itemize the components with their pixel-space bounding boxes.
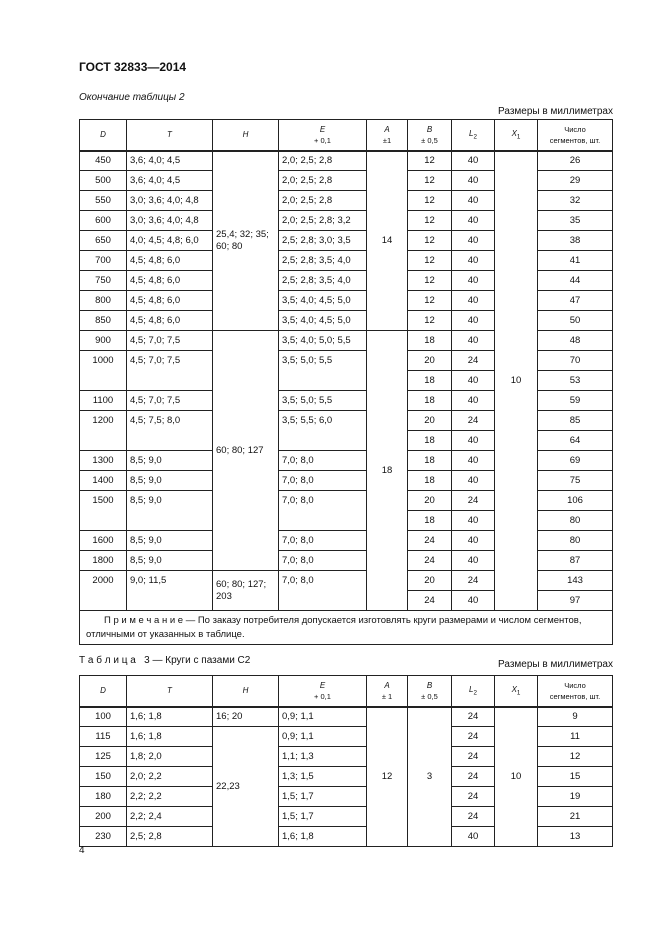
col-header-e: E + 0,1: [279, 676, 367, 707]
cell-l2: 40: [452, 291, 495, 311]
cell-e: 7,0; 8,0: [279, 471, 367, 491]
cell-h-group: 60; 80; 127: [213, 331, 279, 571]
col-header-h: H: [213, 120, 279, 151]
cell-d: 900: [80, 331, 127, 351]
cell-a-group: 18: [367, 331, 408, 611]
cell-l2: 40: [452, 151, 495, 171]
col-header-x1: $X_1$: [495, 120, 538, 151]
cell-count: 11: [538, 727, 613, 747]
col-header-a: A ± 1: [367, 676, 408, 707]
cell-count: 80: [538, 511, 613, 531]
note-label: П р и м е ч а н и е: [104, 614, 184, 626]
cell-b: 18: [408, 431, 452, 451]
cell-d: 850: [80, 311, 127, 331]
cell-count: 41: [538, 251, 613, 271]
cell-t: 4,5; 4,8; 6,0: [127, 291, 213, 311]
cell-d: 650: [80, 231, 127, 251]
table-2: [79, 119, 613, 645]
cell-count: 143: [538, 571, 613, 591]
cell-b: 12: [408, 231, 452, 251]
cell-e: 0,9; 1,1: [279, 727, 367, 747]
cell-l2: 24: [452, 491, 495, 511]
cell-l2: 40: [452, 171, 495, 191]
cell-l2: 40: [452, 451, 495, 471]
cell-e: 1,5; 1,7: [279, 807, 367, 827]
col-header-t: T: [127, 676, 213, 707]
cell-count: 29: [538, 171, 613, 191]
cell-d: 200: [80, 807, 127, 827]
cell-t: 3,6; 4,0; 4,5: [127, 171, 213, 191]
cell-l2: 40: [452, 231, 495, 251]
cell-l2: 24: [452, 767, 495, 787]
cell-d: 230: [80, 827, 127, 847]
cell-e: 2,5; 2,8; 3,5; 4,0: [279, 251, 367, 271]
cell-count: 35: [538, 211, 613, 231]
cell-l2: 40: [452, 371, 495, 391]
cell-t: 2,0; 2,2: [127, 767, 213, 787]
cell-d: 2000: [80, 571, 127, 611]
cell-b: 18: [408, 471, 452, 491]
cell-count: 38: [538, 231, 613, 251]
cell-e: 2,5; 2,8; 3,0; 3,5: [279, 231, 367, 251]
col-header-e: E + 0,1: [279, 120, 367, 151]
cell-b-group: 3: [408, 707, 452, 847]
cell-l2: 24: [452, 807, 495, 827]
cell-l2: 40: [452, 211, 495, 231]
cell-l2: 24: [452, 351, 495, 371]
col-header-l2: $L_2$: [452, 120, 495, 151]
cell-d: 1500: [80, 491, 127, 531]
cell-h-group: 22,23: [213, 727, 279, 847]
cell-d: 115: [80, 727, 127, 747]
cell-b: 24: [408, 591, 452, 611]
cell-count: 44: [538, 271, 613, 291]
cell-d: 1100: [80, 391, 127, 411]
cell-t: 3,0; 3,6; 4,0; 4,8: [127, 211, 213, 231]
table-3-title: Т а б л и ц а 3 — Круги с пазами С2: [79, 655, 251, 666]
cell-e: 1,5; 1,7: [279, 787, 367, 807]
cell-e: 3,5; 4,0; 4,5; 5,0: [279, 311, 367, 331]
col-header-b: B ± 0,5: [408, 676, 452, 707]
cell-count: 70: [538, 351, 613, 371]
cell-count: 80: [538, 531, 613, 551]
cell-b: 18: [408, 451, 452, 471]
cell-e: 2,0; 2,5; 2,8: [279, 151, 367, 171]
col-header-count: Число сегментов, шт.: [538, 120, 613, 151]
cell-l2: 40: [452, 471, 495, 491]
cell-d: 800: [80, 291, 127, 311]
table-2-note: [80, 611, 613, 645]
cell-l2: 40: [452, 531, 495, 551]
cell-d: 100: [80, 707, 127, 727]
cell-x1-group: 10: [495, 151, 538, 611]
cell-b: 18: [408, 371, 452, 391]
cell-e: 2,0; 2,5; 2,8: [279, 191, 367, 211]
cell-d: 1200: [80, 411, 127, 451]
cell-count: 19: [538, 787, 613, 807]
note-text: — По заказу потребителя допускается изготовлять круги размерами и числом сегментов, отличными от указанных в таблице.: [86, 614, 582, 640]
cell-t: 1,8; 2,0: [127, 747, 213, 767]
cell-l2: 40: [452, 311, 495, 331]
cell-l2: 24: [452, 571, 495, 591]
cell-count: 13: [538, 827, 613, 847]
cell-count: 26: [538, 151, 613, 171]
col-header-t: T: [127, 120, 213, 151]
cell-d: 450: [80, 151, 127, 171]
document-standard-number: ГОСТ 32833—2014: [79, 60, 187, 74]
cell-h-group: 25,4; 32; 35; 60; 80: [213, 151, 279, 331]
cell-a-group: 14: [367, 151, 408, 331]
col-header-l2: $L_2$: [452, 676, 495, 707]
cell-e: 2,5; 2,8; 3,5; 4,0: [279, 271, 367, 291]
col-header-d: D: [80, 676, 127, 707]
cell-count: 12: [538, 747, 613, 767]
cell-count: 97: [538, 591, 613, 611]
cell-b: 12: [408, 251, 452, 271]
cell-x1-group: 10: [495, 707, 538, 847]
cell-l2: 24: [452, 747, 495, 767]
cell-l2: 40: [452, 511, 495, 531]
cell-e: 2,0; 2,5; 2,8: [279, 171, 367, 191]
cell-t: 2,2; 2,2: [127, 787, 213, 807]
cell-t: 4,5; 4,8; 6,0: [127, 251, 213, 271]
cell-count: 75: [538, 471, 613, 491]
cell-b: 18: [408, 391, 452, 411]
cell-e: 1,3; 1,5: [279, 767, 367, 787]
table-row: [80, 707, 613, 727]
cell-t: 4,5; 4,8; 6,0: [127, 271, 213, 291]
cell-d: 550: [80, 191, 127, 211]
cell-h-group: 60; 80; 127; 203: [213, 571, 279, 611]
cell-l2: 40: [452, 591, 495, 611]
cell-count: 9: [538, 707, 613, 727]
cell-l2: 40: [452, 331, 495, 351]
col-header-x1: $X_1$: [495, 676, 538, 707]
cell-e: 3,5; 4,0; 5,0; 5,5: [279, 331, 367, 351]
cell-b: 24: [408, 551, 452, 571]
table-row: [80, 151, 613, 171]
cell-h: 16; 20: [213, 707, 279, 727]
cell-e: 3,5; 5,0; 5,5: [279, 391, 367, 411]
cell-e: 3,5; 4,0; 4,5; 5,0: [279, 291, 367, 311]
table-3: [79, 675, 613, 847]
cell-d: 700: [80, 251, 127, 271]
cell-count: 106: [538, 491, 613, 511]
cell-count: 64: [538, 431, 613, 451]
cell-d: 600: [80, 211, 127, 231]
cell-count: 87: [538, 551, 613, 571]
cell-e: 7,0; 8,0: [279, 531, 367, 551]
cell-l2: 40: [452, 431, 495, 451]
cell-d: 1300: [80, 451, 127, 471]
cell-e: 7,0; 8,0: [279, 491, 367, 531]
cell-l2: 40: [452, 391, 495, 411]
units-note: Размеры в миллиметрах: [498, 106, 613, 117]
cell-b: 12: [408, 271, 452, 291]
cell-count: 21: [538, 807, 613, 827]
cell-b: 20: [408, 411, 452, 431]
cell-t: 4,5; 7,0; 7,5: [127, 391, 213, 411]
cell-t: 9,0; 11,5: [127, 571, 213, 611]
cell-t: 2,2; 2,4: [127, 807, 213, 827]
cell-e: 3,5; 5,5; 6,0: [279, 411, 367, 451]
cell-l2: 24: [452, 411, 495, 431]
cell-e: 3,5; 5,0; 5,5: [279, 351, 367, 391]
cell-d: 150: [80, 767, 127, 787]
cell-b: 18: [408, 331, 452, 351]
cell-d: 1800: [80, 551, 127, 571]
cell-t: 8,5; 9,0: [127, 531, 213, 551]
cell-l2: 24: [452, 727, 495, 747]
cell-e: 1,1; 1,3: [279, 747, 367, 767]
cell-count: 48: [538, 331, 613, 351]
cell-d: 125: [80, 747, 127, 767]
page-number: 4: [79, 845, 85, 856]
cell-l2: 40: [452, 251, 495, 271]
cell-t: 8,5; 9,0: [127, 491, 213, 531]
cell-b: 12: [408, 311, 452, 331]
cell-l2: 40: [452, 827, 495, 847]
cell-e: 0,9; 1,1: [279, 707, 367, 727]
cell-d: 500: [80, 171, 127, 191]
cell-t: 1,6; 1,8: [127, 707, 213, 727]
cell-l2: 40: [452, 551, 495, 571]
col-header-count: Число сегментов, шт.: [538, 676, 613, 707]
cell-d: 750: [80, 271, 127, 291]
cell-t: 8,5; 9,0: [127, 551, 213, 571]
cell-t: 3,0; 3,6; 4,0; 4,8: [127, 191, 213, 211]
cell-l2: 40: [452, 271, 495, 291]
cell-b: 18: [408, 511, 452, 531]
cell-t: 4,5; 7,0; 7,5: [127, 331, 213, 351]
cell-count: 15: [538, 767, 613, 787]
col-header-d: D: [80, 120, 127, 151]
cell-b: 24: [408, 531, 452, 551]
col-header-a: A ±1: [367, 120, 408, 151]
cell-b: 20: [408, 491, 452, 511]
cell-l2: 40: [452, 191, 495, 211]
cell-l2: 24: [452, 787, 495, 807]
cell-b: 20: [408, 351, 452, 371]
cell-b: 12: [408, 191, 452, 211]
cell-t: 4,5; 7,5; 8,0: [127, 411, 213, 451]
cell-e: 1,6; 1,8: [279, 827, 367, 847]
cell-count: 53: [538, 371, 613, 391]
cell-t: 1,6; 1,8: [127, 727, 213, 747]
cell-t: 8,5; 9,0: [127, 471, 213, 491]
cell-count: 32: [538, 191, 613, 211]
cell-b: 12: [408, 151, 452, 171]
col-header-h: H: [213, 676, 279, 707]
cell-b: 12: [408, 291, 452, 311]
cell-count: 85: [538, 411, 613, 431]
cell-t: 4,5; 7,0; 7,5: [127, 351, 213, 391]
cell-e: 7,0; 8,0: [279, 451, 367, 471]
col-header-b: B ± 0,5: [408, 120, 452, 151]
cell-d: 1400: [80, 471, 127, 491]
cell-t: 2,5; 2,8: [127, 827, 213, 847]
cell-count: 59: [538, 391, 613, 411]
cell-t: 8,5; 9,0: [127, 451, 213, 471]
cell-b: 12: [408, 211, 452, 231]
cell-d: 180: [80, 787, 127, 807]
cell-t: 3,6; 4,0; 4,5: [127, 151, 213, 171]
cell-t: 4,0; 4,5; 4,8; 6,0: [127, 231, 213, 251]
cell-e: 7,0; 8,0: [279, 571, 367, 611]
cell-d: 1000: [80, 351, 127, 391]
cell-b: 20: [408, 571, 452, 591]
cell-count: 69: [538, 451, 613, 471]
cell-t: 4,5; 4,8; 6,0: [127, 311, 213, 331]
cell-count: 47: [538, 291, 613, 311]
units-note-table-3: Размеры в миллиметрах: [498, 659, 613, 670]
cell-b: 12: [408, 171, 452, 191]
cell-l2: 24: [452, 707, 495, 727]
cell-e: 2,0; 2,5; 2,8; 3,2: [279, 211, 367, 231]
table-continuation-label: Окончание таблицы 2: [79, 92, 185, 103]
cell-a-group: 12: [367, 707, 408, 847]
cell-e: 7,0; 8,0: [279, 551, 367, 571]
cell-d: 1600: [80, 531, 127, 551]
cell-count: 50: [538, 311, 613, 331]
